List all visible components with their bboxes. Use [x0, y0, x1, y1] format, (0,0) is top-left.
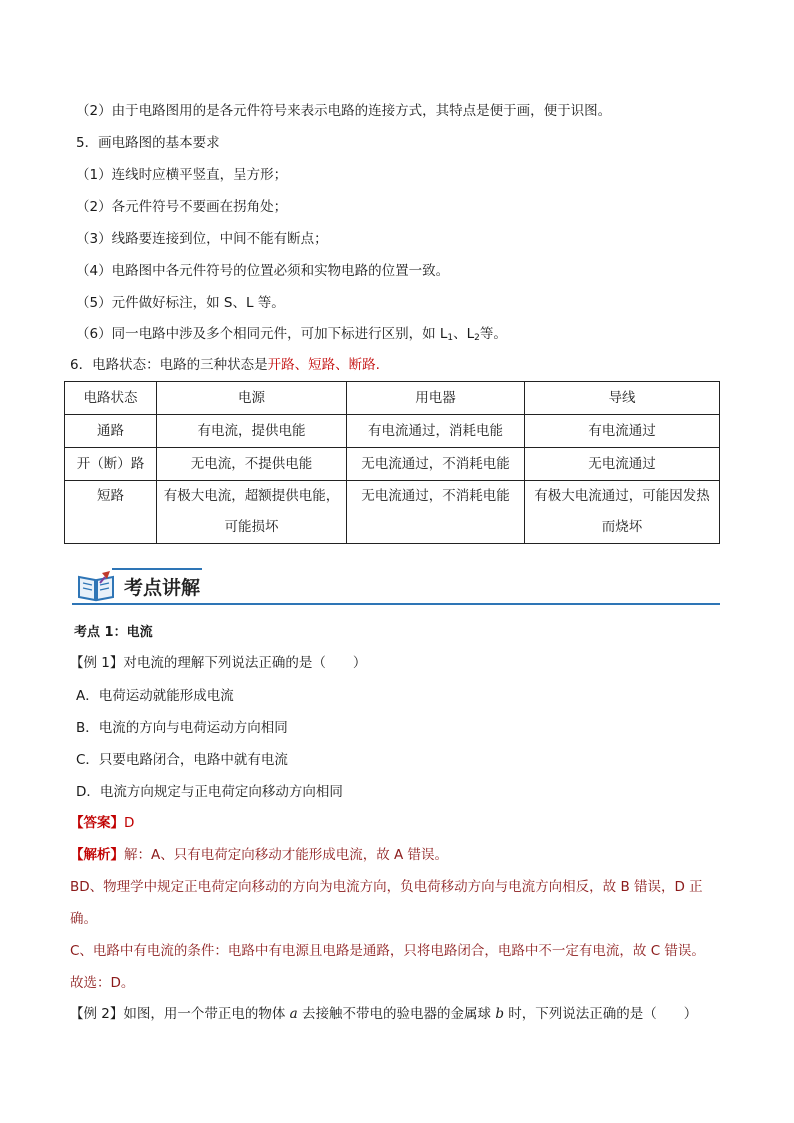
text-line: （5）元件做好标注，如 S、L 等。	[76, 295, 285, 311]
text-seg: （6）同一电路中涉及多个相同元件，可加下标进行区别，如 L	[76, 326, 448, 342]
text-line: （2）各元件符号不要画在拐角处；	[76, 199, 288, 215]
table-cell: 有电流，提供电能	[157, 415, 347, 448]
cell-line: 而烧坏	[601, 519, 643, 535]
table-row	[65, 448, 720, 481]
table-header-row	[65, 382, 720, 415]
text-seg: 6．电路状态：电路的三种状态是	[70, 357, 268, 373]
analysis-label: 【解析】	[70, 847, 124, 863]
divider	[112, 568, 202, 570]
text-line-subscripts	[76, 324, 507, 348]
text-seg: 等。	[479, 326, 507, 342]
cell-line: 有极大电流，超额提供电能，	[163, 488, 340, 504]
answer-value: D	[124, 815, 135, 831]
text-seg: 时，下列说法正确的是（ ）	[503, 1006, 698, 1022]
text-line: （1）连线时应横平竖直，呈方形；	[76, 167, 288, 183]
heading-5: 5．画电路图的基本要求	[76, 135, 220, 151]
book-icon	[76, 569, 116, 603]
analysis-line: C、电路中有电流的条件：电路中有电源且电路是通路，只将电路闭合，电路中不一定有电流，故 C 错误。	[70, 943, 705, 959]
analysis-line: 确。	[70, 911, 97, 927]
highlight-text: 开路、短路、断路.	[267, 357, 380, 373]
table-cell: 有电流通过，消耗电能	[347, 415, 525, 448]
analysis-line: 故选：D。	[70, 975, 135, 991]
section-title: 考点讲解	[124, 577, 201, 599]
variable: a	[289, 1006, 298, 1022]
divider	[72, 603, 720, 605]
subscript: 1	[447, 333, 454, 343]
table-cell: 无电流通过，不消耗电能	[347, 481, 525, 544]
table-row	[65, 415, 720, 448]
analysis-line: BD、物理学中规定正电荷定向移动的方向为电流方向，负电荷移动方向与电流方向相反，故 B 错误，D 正	[70, 879, 703, 895]
header-cell: 导线	[525, 382, 720, 415]
circuit-state-table	[64, 381, 720, 544]
table-cell: 短路	[65, 481, 157, 544]
subscript: 2	[474, 333, 480, 343]
cell-line: 可能损坏	[224, 519, 279, 535]
cell-line: 有极大电流通过，可能因发热	[534, 488, 710, 504]
option-a: A．电荷运动就能形成电流	[76, 688, 234, 704]
table-cell: 开（断）路	[65, 448, 157, 481]
text-seg: 【例 2】如图，用一个带正电的物体	[70, 1006, 290, 1022]
table-cell: 无电流通过	[525, 448, 720, 481]
header-cell: 电源	[157, 382, 347, 415]
variable: b	[495, 1006, 504, 1022]
table-cell: 无电流通过，不消耗电能	[347, 448, 525, 481]
option-c: C．只要电路闭合，电路中就有电流	[76, 752, 288, 768]
option-d: D．电流方向规定与正电荷定向移动方向相同	[76, 784, 343, 800]
kaodian-heading: 考点 1：电流	[74, 625, 153, 640]
text-seg: 解：A、只有电荷定向移动才能形成电流，故 A 错误。	[124, 847, 449, 863]
text-line: （3）线路要连接到位，中间不能有断点；	[76, 231, 328, 247]
example-question: 【例 1】对电流的理解下列说法正确的是（ ）	[70, 655, 367, 671]
answer	[70, 813, 134, 833]
text-seg: 、L	[453, 326, 475, 342]
table-cell: 无电流，不提供电能	[157, 448, 347, 481]
section-banner	[72, 565, 720, 607]
analysis-line	[70, 845, 448, 865]
table-cell	[157, 481, 347, 544]
option-b: B．电流的方向与电荷运动方向相同	[76, 720, 288, 736]
text-seg: 去接触不带电的验电器的金属球	[297, 1006, 496, 1022]
table-row	[65, 481, 720, 544]
table-cell: 有电流通过	[525, 415, 720, 448]
table-cell	[525, 481, 720, 544]
header-cell: 用电器	[347, 382, 525, 415]
example-question	[70, 1004, 697, 1024]
header-cell: 电路状态	[65, 382, 157, 415]
answer-label: 【答案】	[70, 815, 124, 831]
heading-6	[70, 355, 380, 375]
table-cell: 通路	[65, 415, 157, 448]
text-line: （2）由于电路图用的是各元件符号来表示电路的连接方式，其特点是便于画，便于识图。	[76, 103, 612, 119]
text-line: （4）电路图中各元件符号的位置必须和实物电路的位置一致。	[76, 263, 450, 279]
